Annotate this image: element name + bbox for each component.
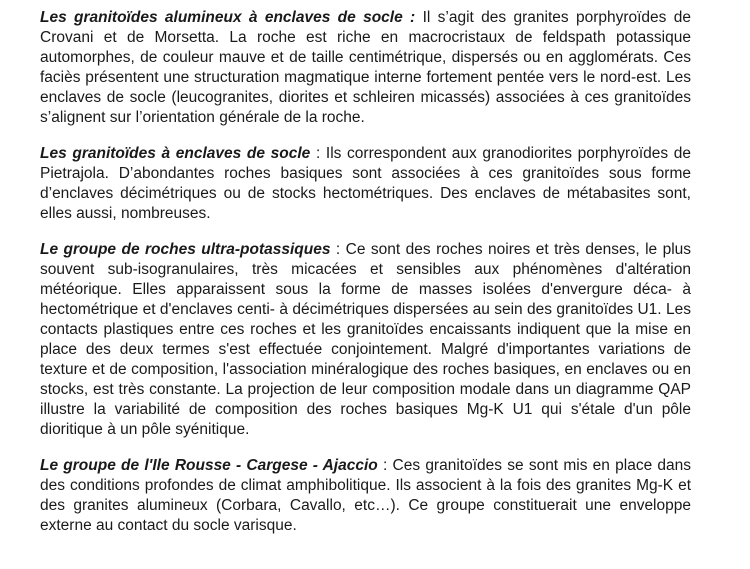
paragraph-separator: : — [377, 457, 393, 474]
paragraph-body: Ce sont des roches noires et très denses, le plus souvent sub-isogranulaires, très micacées et sensibles aux phénomènes d'altération météorique. Elles apparaissent sous la forme de masses isolées d'envergure déca- à hectométrique et d'enclaves centi- à décimétriques dispersées au sein des granitoïdes U1. Les contacts plastiques entre ces roches et les granitoïdes encaissants indiquent que la mise en place des deux termes s'est effectuée conjointement. Malgré d'importantes variations de texture et de composition, l'association minéralogique des roches basiques, en enclaves ou en stocks, est très constante. La projection de leur composition modale dans un diagramme QAP illustre la variabilité de composition des roches basiques Mg-K U1 qui s'étale d'un pôle dioritique à un pôle syénitique. — [40, 241, 692, 438]
paragraph-separator — [415, 9, 422, 26]
paragraph-roches-ultra-potassiques — [40, 240, 691, 440]
paragraph-lead: Les granitoïdes à enclaves de socle — [40, 145, 311, 162]
paragraph-ile-rousse-cargese-ajaccio — [40, 456, 691, 536]
paragraph-body: Ils correspondent aux granodiorites porphyroïdes de Pietrajola. D’abondantes roches basiques sont associées à ces granitoïdes sous forme d’enclaves décimétriques ou de stocks hectométriques. Des enclaves de métabasites sont, elles aussi, nombreuses. — [40, 145, 692, 222]
paragraph-lead: Le groupe de roches ultra-potassiques — [40, 241, 331, 258]
paragraph-separator: : — [330, 241, 346, 258]
paragraph-granitoides-alumineux — [40, 8, 691, 128]
paragraph-separator: : — [310, 145, 326, 162]
paragraph-lead: Le groupe de l'Ile Rousse - Cargese - Ajaccio — [40, 457, 378, 474]
paragraph-body: Ces granitoïdes se sont mis en place dans des conditions profondes de climat amphibolitique. Ils associent à la fois des granites Mg-K et des granites alumineux (Corbara, Cavallo, etc…). Ce groupe constituerait une enveloppe externe au contact du socle varisque. — [40, 457, 692, 534]
paragraph-body: Il s’agit des granites porphyroïdes de Crovani et de Morsetta. La roche est riche en macrocristaux de feldspath potassique automorphes, de couleur mauve et de taille centimétrique, dispersés ou en agglomérats. Ces faciès présentent une structuration magmatique interne fortement pentée vers le nord-est. Les enclaves de socle (leucogranites, diorites et schleiren micassés) associées à ces granitoïdes s’alignent sur l’orientation générale de la roche. — [40, 9, 691, 126]
paragraph-granitoides-enclaves-socle — [40, 144, 691, 224]
paragraph-lead: Les granitoïdes alumineux à enclaves de socle : — [40, 9, 416, 26]
